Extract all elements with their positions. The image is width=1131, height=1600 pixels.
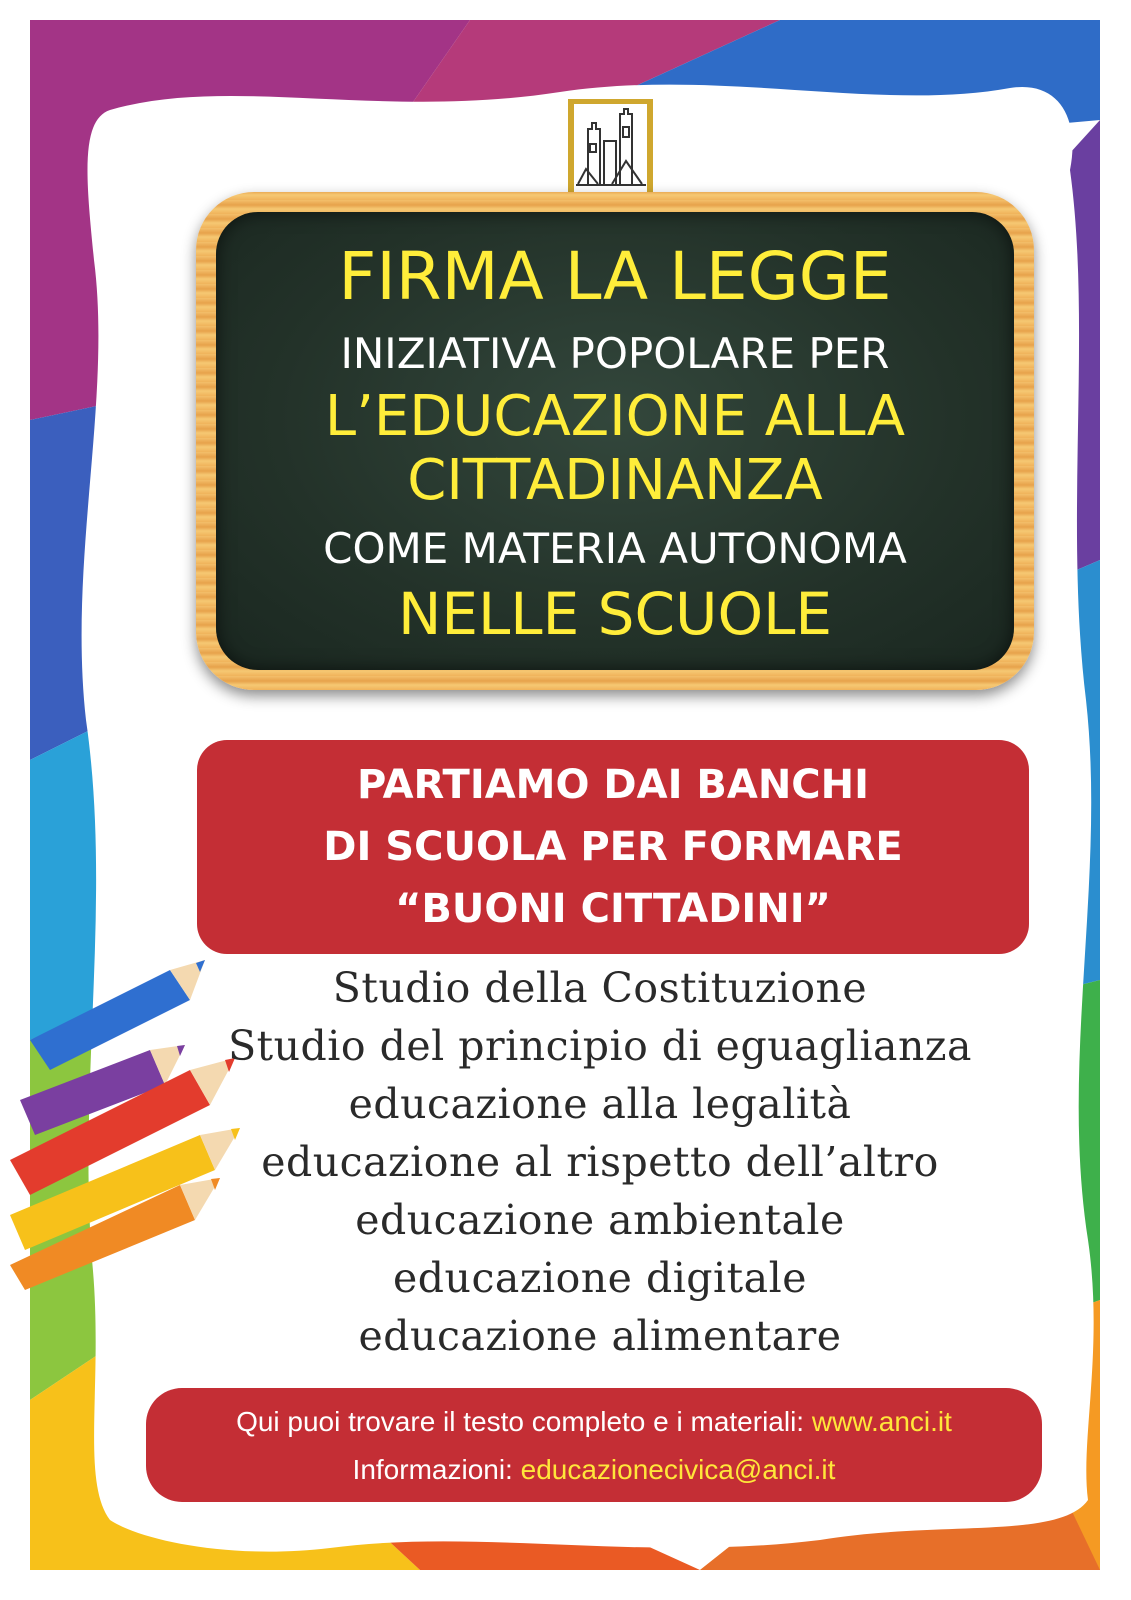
topic-item: Studio della Costituzione [332, 964, 868, 1012]
topic-item: educazione ambientale [355, 1196, 845, 1244]
topic-item: educazione alla legalità [348, 1080, 852, 1128]
subheading-autonomous-subject: COME MATERIA AUTONOMA [323, 524, 907, 573]
topic-item: educazione digitale [393, 1254, 807, 1302]
website-link[interactable]: www.anci.it [811, 1406, 952, 1437]
subheading-popular-initiative: INIZIATIVA POPOLARE PER [340, 329, 890, 378]
slogan-line-2: DI SCUOLA PER FORMARE [323, 824, 903, 870]
headline-citizenship: CITTADINANZA [407, 448, 823, 513]
topic-item: educazione al rispetto dell’altro [261, 1138, 939, 1186]
headline-sign-the-law: FIRMA LA LEGGE [338, 238, 892, 315]
chalkboard [196, 192, 1034, 690]
slogan-box [197, 740, 1029, 954]
topic-item: educazione alimentare [358, 1312, 842, 1360]
email-link[interactable]: educazionecivica@anci.it [520, 1454, 836, 1485]
info-box [146, 1388, 1042, 1502]
email-row [146, 1454, 1042, 1486]
topic-item: Studio del principio di eguaglianza [228, 1022, 972, 1070]
slogan-line-3: “BUONI CITTADINI” [395, 886, 831, 932]
email-label: Informazioni: [352, 1454, 513, 1485]
headline-education: L’EDUCAZIONE ALLA [324, 384, 906, 449]
headline-in-schools: NELLE SCUOLE [397, 580, 833, 648]
website-label: Qui puoi trovare il testo completo e i materiali: [236, 1406, 805, 1437]
website-row [146, 1406, 1042, 1438]
slogan-line-1: PARTIAMO DAI BANCHI [356, 762, 870, 808]
